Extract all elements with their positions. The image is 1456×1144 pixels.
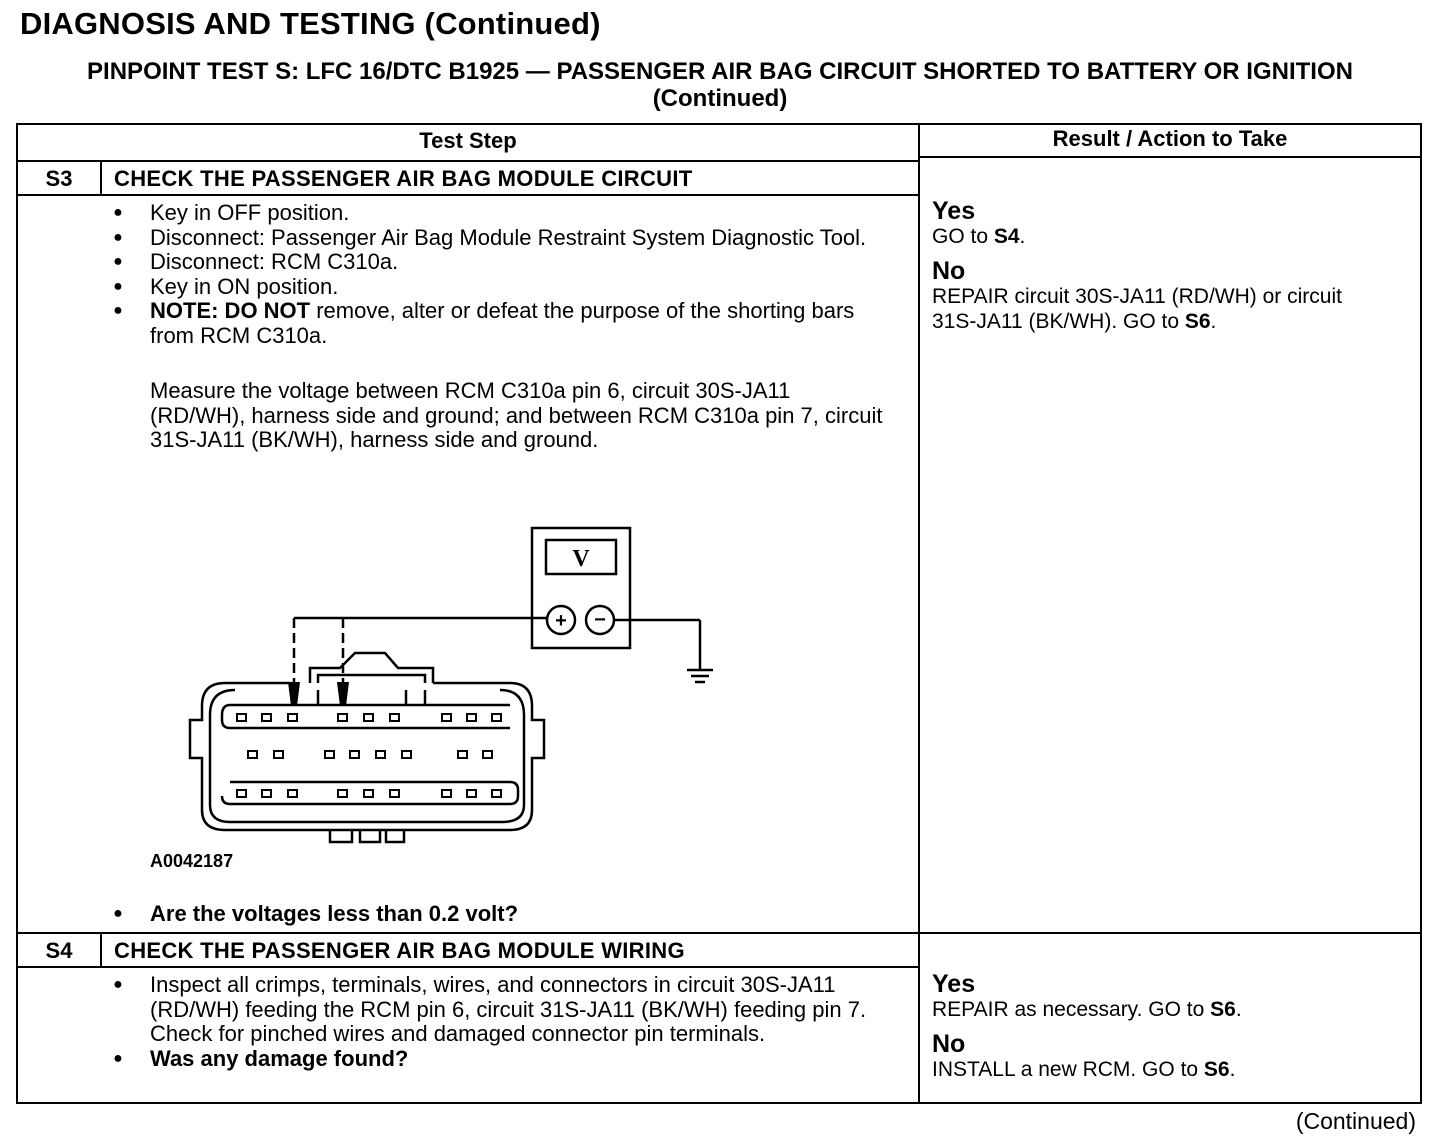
bullet-icon: ●	[113, 905, 123, 922]
s3-yes-action: GO to S4.	[932, 225, 1026, 248]
header-result-action: Result / Action to Take	[1052, 126, 1288, 151]
list-item	[112, 902, 902, 927]
s4-yes-label: Yes	[932, 970, 976, 998]
s3-no-action: REPAIR circuit 30S-JA11 (RD/WH) or circuit 31S-JA11 (BK/WH). GO to S6.	[932, 285, 1342, 333]
step-id-s3: S3	[45, 166, 73, 191]
list-item	[112, 1047, 882, 1072]
list-item: ● Key in ON position.	[113, 273, 339, 299]
s4-yes-action: REPAIR as necessary. GO to S6.	[932, 998, 1242, 1021]
page-title: DIAGNOSIS AND TESTING (Continued)	[20, 6, 601, 41]
voltmeter-icon: V	[572, 546, 590, 572]
connector-voltmeter-diagram	[180, 520, 740, 860]
bullet-icon: ●	[113, 302, 123, 319]
bullet-icon: ●	[113, 253, 123, 270]
bullet-icon: ●	[113, 976, 123, 993]
s3-question-list	[112, 902, 902, 927]
pinpoint-test-title: PINPOINT TEST S: LFC 16/DTC B1925 — PASSENGER AIR BAG CIRCUIT SHORTED TO BATTERY OR IGNITION (Continued)	[87, 58, 1353, 112]
s4-question: Was any damage found?	[150, 1045, 409, 1071]
s3-measure-text: Measure the voltage between RCM C310a pin 6, circuit 30S-JA11 (RD/WH), harness side and ground; and between RCM C310a pin 7, circuit 31S-JA11 (BK/WH), harness side and ground.	[150, 378, 883, 452]
header-test-step: Test Step	[419, 128, 517, 153]
plus-icon: +	[555, 610, 567, 632]
figure-id: A0042187	[150, 851, 234, 871]
bullet-icon: ●	[113, 277, 123, 295]
s4-instructions	[112, 973, 882, 1071]
step-id-s4: S4	[45, 938, 73, 963]
s3-question: Are the voltages less than 0.2 volt?	[150, 901, 519, 926]
s4-no-action: INSTALL a new RCM. GO to S6.	[932, 1058, 1236, 1081]
s3-yes-label: Yes	[932, 197, 976, 225]
list-item: ● Disconnect: Passenger Air Bag Module Restraint System Diagnostic Tool.	[113, 224, 867, 250]
step-title-s4: CHECK THE PASSENGER AIR BAG MODULE WIRING	[114, 938, 685, 963]
s4-no-label: No	[932, 1030, 966, 1058]
list-item: ● NOTE: DO NOT remove, alter or defeat the purpose of the shorting bars from RCM C310a.	[113, 298, 855, 348]
bullet-icon: ●	[113, 1049, 123, 1067]
bullet-icon: ●	[113, 228, 123, 246]
note-label: NOTE: DO NOT	[150, 298, 311, 323]
list-item: ● Disconnect: RCM C310a.	[113, 249, 399, 274]
continued-label: (Continued)	[1295, 1108, 1416, 1134]
s3-instructions	[112, 201, 902, 348]
minus-icon: −	[594, 609, 606, 631]
step-title-s3: CHECK THE PASSENGER AIR BAG MODULE CIRCUIT	[114, 166, 693, 191]
list-item: ● Key in OFF position.	[113, 200, 350, 225]
list-item: ● Inspect all crimps, terminals, wires, and connectors in circuit 30S-JA11 (RD/WH) feeding the RCM pin 6, circuit 31S-JA11 (BK/WH) feeding pin 7. Check for pinched wires and damaged connector pin terminals.	[113, 972, 867, 1046]
s3-no-label: No	[932, 257, 966, 285]
bullet-icon: ●	[113, 204, 123, 221]
